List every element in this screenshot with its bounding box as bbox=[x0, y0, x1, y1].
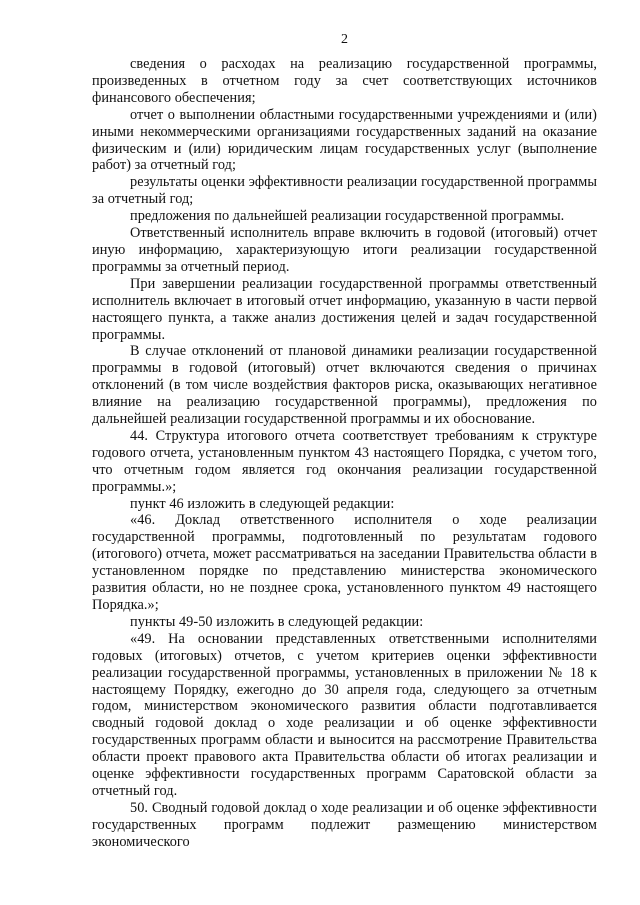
paragraph: В случае отклонений от плановой динамики реализации государственной программы в годовой (итоговый) отчет включаются сведения о причинах отклонений (в том числе воздействия факторов риска, оказывающих негативное влияние на реализацию государственной программы), предложения по дальнейшей реализации государственной программы и их обоснование. bbox=[92, 343, 597, 428]
paragraph: пункт 46 изложить в следующей редакции: bbox=[130, 495, 395, 512]
paragraph: пункты 49-50 изложить в следующей редакции: bbox=[130, 613, 424, 630]
paragraph: отчет о выполнении областными государственными учреждениями и (или) иными некоммерческими организациями государственных заданий на оказание физическим и (или) юридическим лицам государственных услуг (выполнение работ) за отчетный год; bbox=[92, 106, 597, 174]
paragraph: 44. Структура итогового отчета соответствует требованиям к структуре годового отчета, установленным пунктом 43 настоящего Порядка, с учетом того, что отчетным годом является год окончания реализации государственной программы.»; bbox=[92, 427, 597, 495]
paragraph: При завершении реализации государственной программы ответственный исполнитель включает в итоговый отчет информацию, указанную в части первой настоящего пункта, а также анализ достижения целей и задач государственной программы. bbox=[92, 275, 597, 343]
paragraph: 50. Сводный годовой доклад о ходе реализации и об оценке эффективности государственных программ подлежит размещению министерством экономического bbox=[92, 799, 597, 850]
page-number: 2 bbox=[341, 32, 348, 47]
paragraph: «46. Доклад ответственного исполнителя о ходе реализации государственной программы, подготовленный по результатам годового (итогового) отчета, может рассматриваться на заседании Правительства области в установленном порядке по представлению министерства экономического развития области, но не позднее срока, установленного пунктом 49 настоящего Порядка.»; bbox=[92, 512, 597, 613]
paragraph: результаты оценки эффективности реализации государственной программы за отчетный год; bbox=[92, 174, 597, 208]
paragraph: «49. На основании представленных ответственными исполнителями годовых (итоговых) отчетов, с учетом критериев оценки эффективности реализации государственной программы, установленных в приложении № 18 к настоящему Порядку, ежегодно до 30 апреля года, следующего за отчетным годом, министерством экономического развития области подготавливается сводный годовой доклад о ходе реализации и об оценке эффективности государственных программ области и выносится на рассмотрение Правительства области проект правового акта Правительства области об итогах реализации и оценке эффективности государственных программ Саратовской области за отчетный год. bbox=[92, 630, 597, 799]
paragraph: Ответственный исполнитель вправе включить в годовой (итоговый) отчет иную информацию, характеризующую итоги реализации государственной программы за отчетный период. bbox=[92, 225, 597, 275]
paragraph: сведения о расходах на реализацию государственной программы, произведенных в отчетном году за счет соответствующих источников финансового обеспечения; bbox=[92, 56, 597, 106]
paragraph: предложения по дальнейшей реализации государственной программы. bbox=[130, 208, 565, 225]
document-page bbox=[92, 30, 597, 851]
